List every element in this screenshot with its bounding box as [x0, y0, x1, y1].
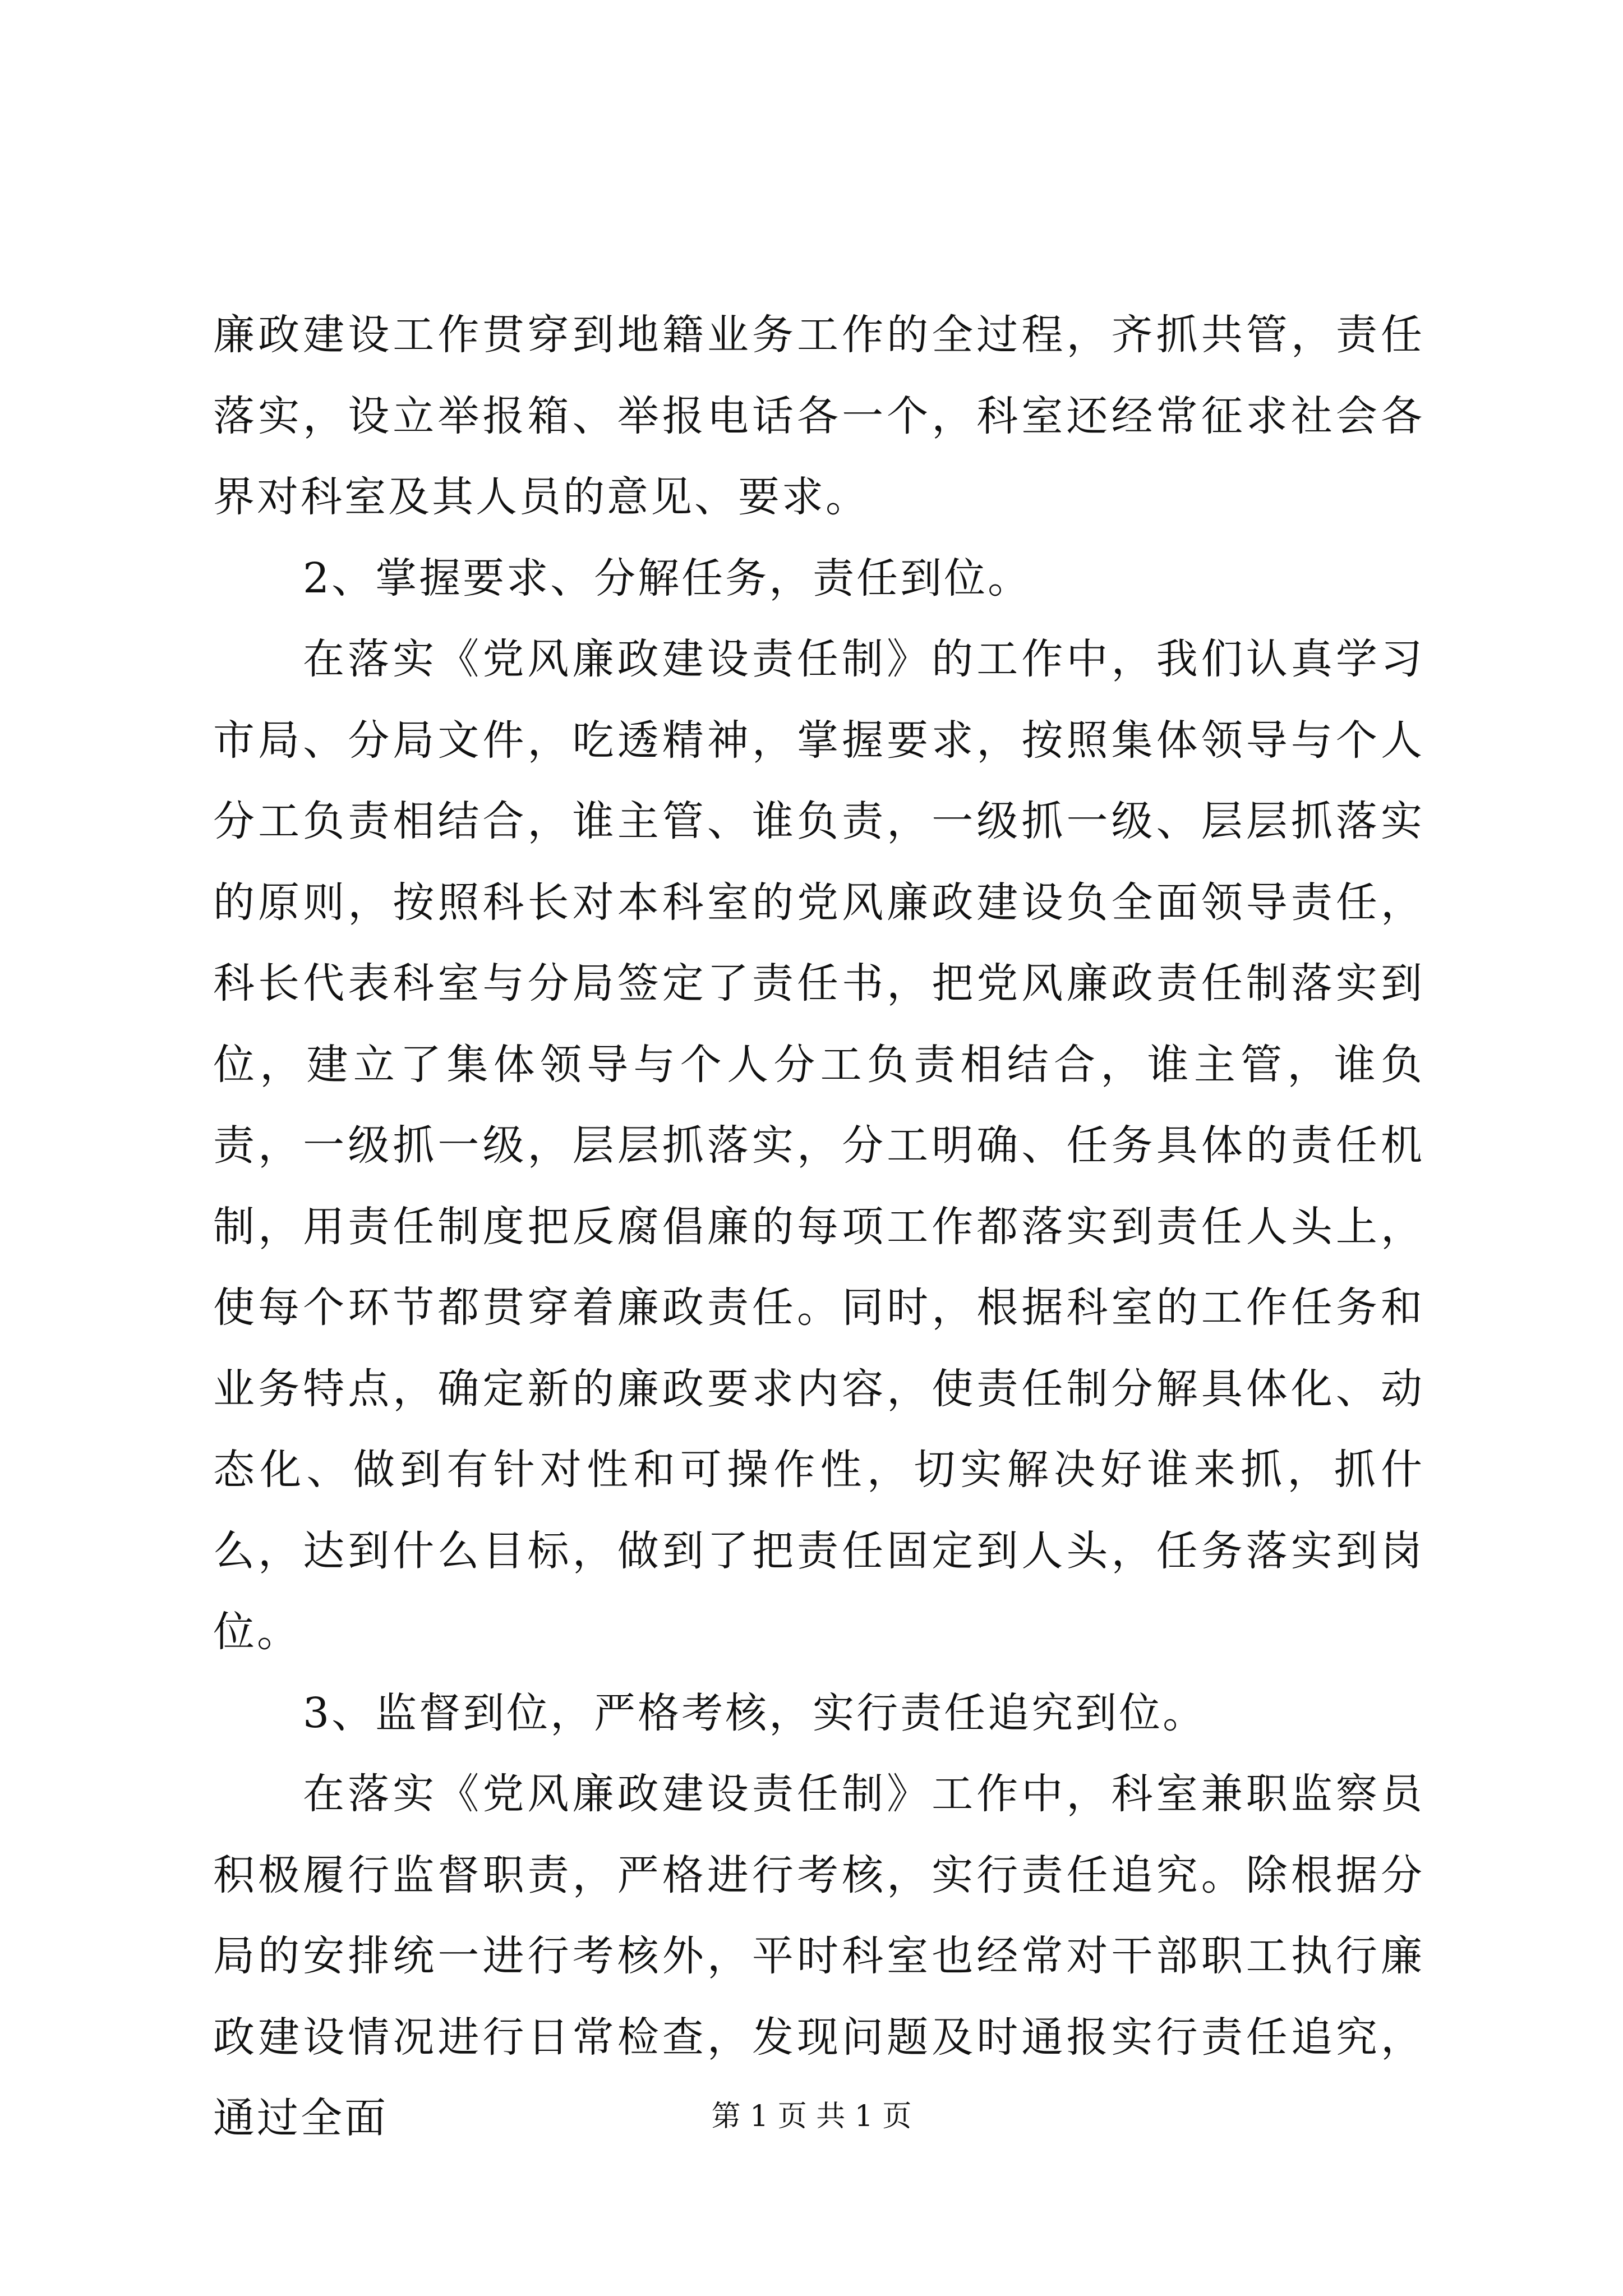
document-body	[213, 295, 1424, 2159]
paragraph-1: 廉政建设工作贯穿到地籍业务工作的全过程，齐抓共管，责任落实，设立举报箱、举报电话各一个，科室还经常征求社会各界对科室及其人员的意见、要求。	[213, 311, 1424, 521]
paragraph-3: 在落实《党风廉政建设责任制》的工作中，我们认真学习市局、分局文件，吃透精神，掌握要求，按照集体领导与个人分工负责相结合，谁主管、谁负责，一级抓一级、层层抓落实的原则，按照科长对本科室的党风廉政建设负全面领导责任，科长代表科室与分局签定了责任书，把党风廉政责任制落实到位，建立了集体领导与个人分工负责相结合，谁主管，谁负责，一级抓一级，层层抓落实，分工明确、任务具体的责任机制，用责任制度把反腐倡廉的每项工作都落实到责任人头上，使每个环节都贯穿着廉政责任。同时，根据科室的工作任务和业务特点，确定新的廉政要求内容，使责任制分解具体化、动态化、做到有针对性和可操作性，切实解决好谁来抓，抓什么，达到什么目标，做到了把责任固定到人头，任务落实到岗位。	[213, 635, 1424, 1656]
page-footer: 第 1 页 共 1 页	[711, 2100, 912, 2133]
paragraph-2-heading: 2、掌握要求、分解任务，责任到位。	[303, 554, 1032, 602]
paragraph-4-heading: 3、监督到位，严格考核，实行责任追究到位。	[303, 1688, 1207, 1737]
paragraph-5: 在落实《党风廉政建设责任制》工作中，科室兼职监察员积极履行监督职责，严格进行考核，实行责任追究。除根据分局的安排统一进行考核外，平时科室也经常对干部职工执行廉政建设情况进行日常检查，发现问题及时通报实行责任追究，通过全面	[213, 1770, 1424, 2142]
